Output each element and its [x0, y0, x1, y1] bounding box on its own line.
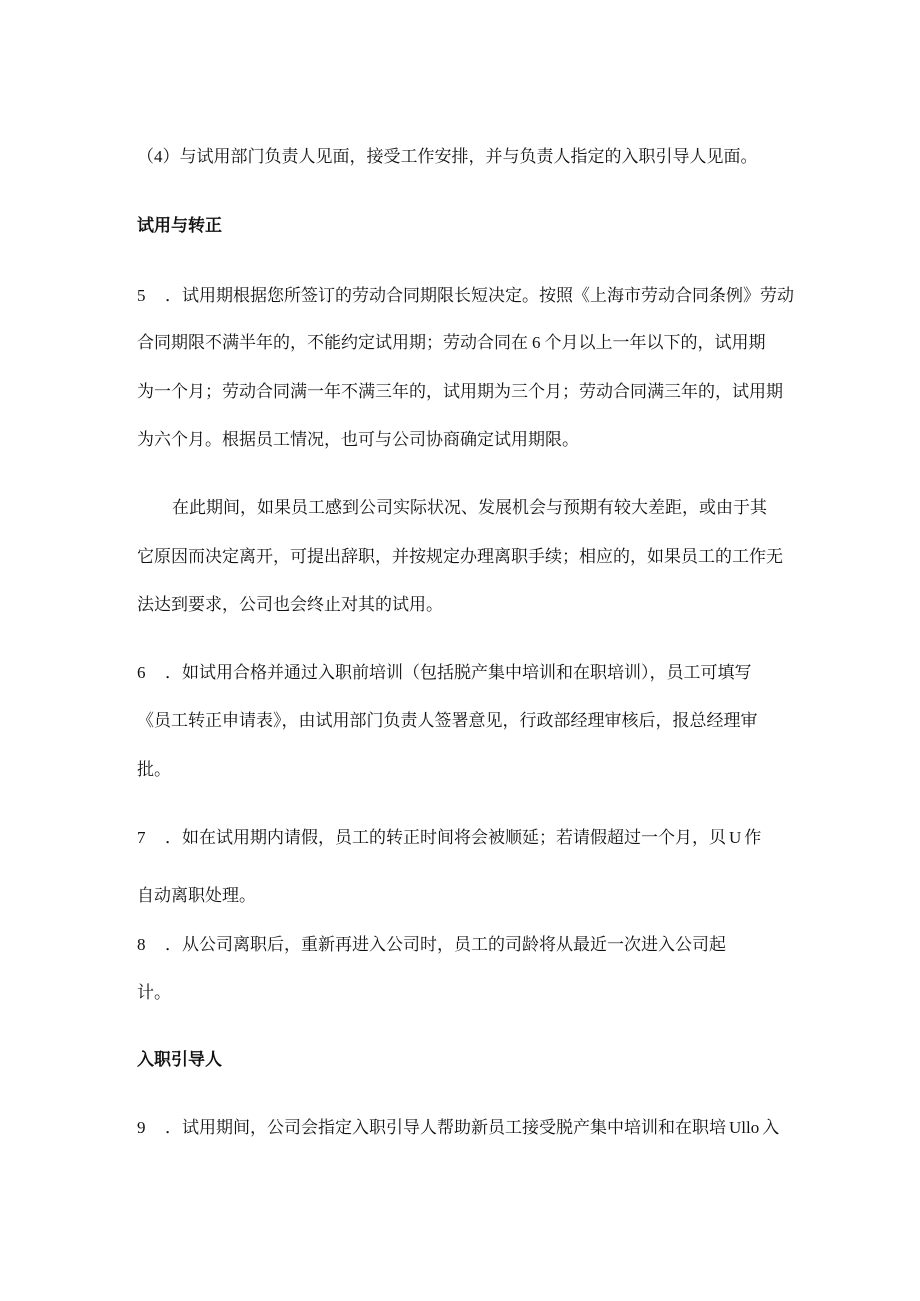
- item-6-line-3: 批。: [137, 760, 171, 780]
- leave-paragraph-line-2: 它原因而决定离开，可提出辞职，并按规定办理离职手续；相应的，如果员工的工作无: [137, 547, 783, 567]
- item-5-months-number: 6: [532, 333, 541, 352]
- item-8-text-1: ．从公司离职后，重新再进入公司时，员工的司龄将从最近一次进入公司起: [165, 935, 726, 955]
- item-5-text-2b: 个月以上一年以下的，试用期: [544, 333, 766, 353]
- item-8-number: 8: [137, 935, 146, 954]
- item-7-number: 7: [137, 828, 146, 847]
- section-heading-guide: 入职引导人: [137, 1050, 222, 1070]
- section-heading-trial: 试用与转正: [137, 216, 222, 236]
- item-4-number: （4）: [137, 147, 180, 166]
- item-6-text-1: ．如试用合格并通过入职前培训（包括脱产集中培训和在职培训），员工可填写: [165, 663, 752, 683]
- item-5-text-2a: 合同期限不满半年的，不能约定试用期；劳动合同在: [137, 333, 528, 353]
- item-7-line-1: [137, 827, 761, 849]
- item-7-garbled-letter: U: [729, 828, 742, 847]
- leave-paragraph-line-1: 在此期间，如果员工感到公司实际状况、发展机会与预期有较大差距，或由于其: [172, 498, 767, 518]
- item-4-text: 与试用部门负责人见面，接受工作安排，并与负责人指定的入职引导人见面。: [179, 147, 758, 167]
- item-7-text-1a: ．如在试用期内请假，员工的转正时间将会被顺延；若请假超过一个月，贝: [165, 828, 726, 848]
- item-8-line-1: [137, 934, 726, 956]
- item-6-number: 6: [137, 663, 146, 682]
- item-5-number: 5: [137, 286, 146, 305]
- item-5-line-4: 为六个月。根据员工情况，也可与公司协商确定试用期限。: [137, 430, 579, 450]
- item-4-line: [137, 146, 758, 168]
- item-7-line-2: 自动离职处理。: [137, 886, 256, 906]
- item-6-line-2: 《员工转正申请表》，由试用部门负责人签署意见，行政部经理审核后，报总经理审: [137, 711, 758, 731]
- item-5-line-2: [137, 332, 766, 354]
- item-9-number: 9: [137, 1118, 146, 1137]
- item-6-line-1: [137, 662, 752, 684]
- item-9-text-1a: ．试用期间，公司会指定入职引导人帮助新员工接受脱产集中培训和在职培: [165, 1118, 726, 1138]
- item-5-line-3: 为一个月；劳动合同满一年不满三年的，试用期为三个月；劳动合同满三年的，试用期: [137, 382, 783, 402]
- item-9-text-1b: 入: [762, 1118, 780, 1138]
- item-8-line-2: 计。: [137, 983, 171, 1003]
- item-9-garbled-word: Ullo: [729, 1118, 760, 1137]
- item-7-text-1b: 作: [744, 828, 762, 848]
- leave-paragraph-line-3: 法达到要求，公司也会终止对其的试用。: [137, 595, 443, 615]
- item-5-line-1: [137, 285, 794, 307]
- item-9-line-1: [137, 1117, 779, 1139]
- item-5-text-1: ．试用期根据您所签订的劳动合同期限长短决定。按照《上海市劳动合同条例》劳动: [165, 286, 794, 306]
